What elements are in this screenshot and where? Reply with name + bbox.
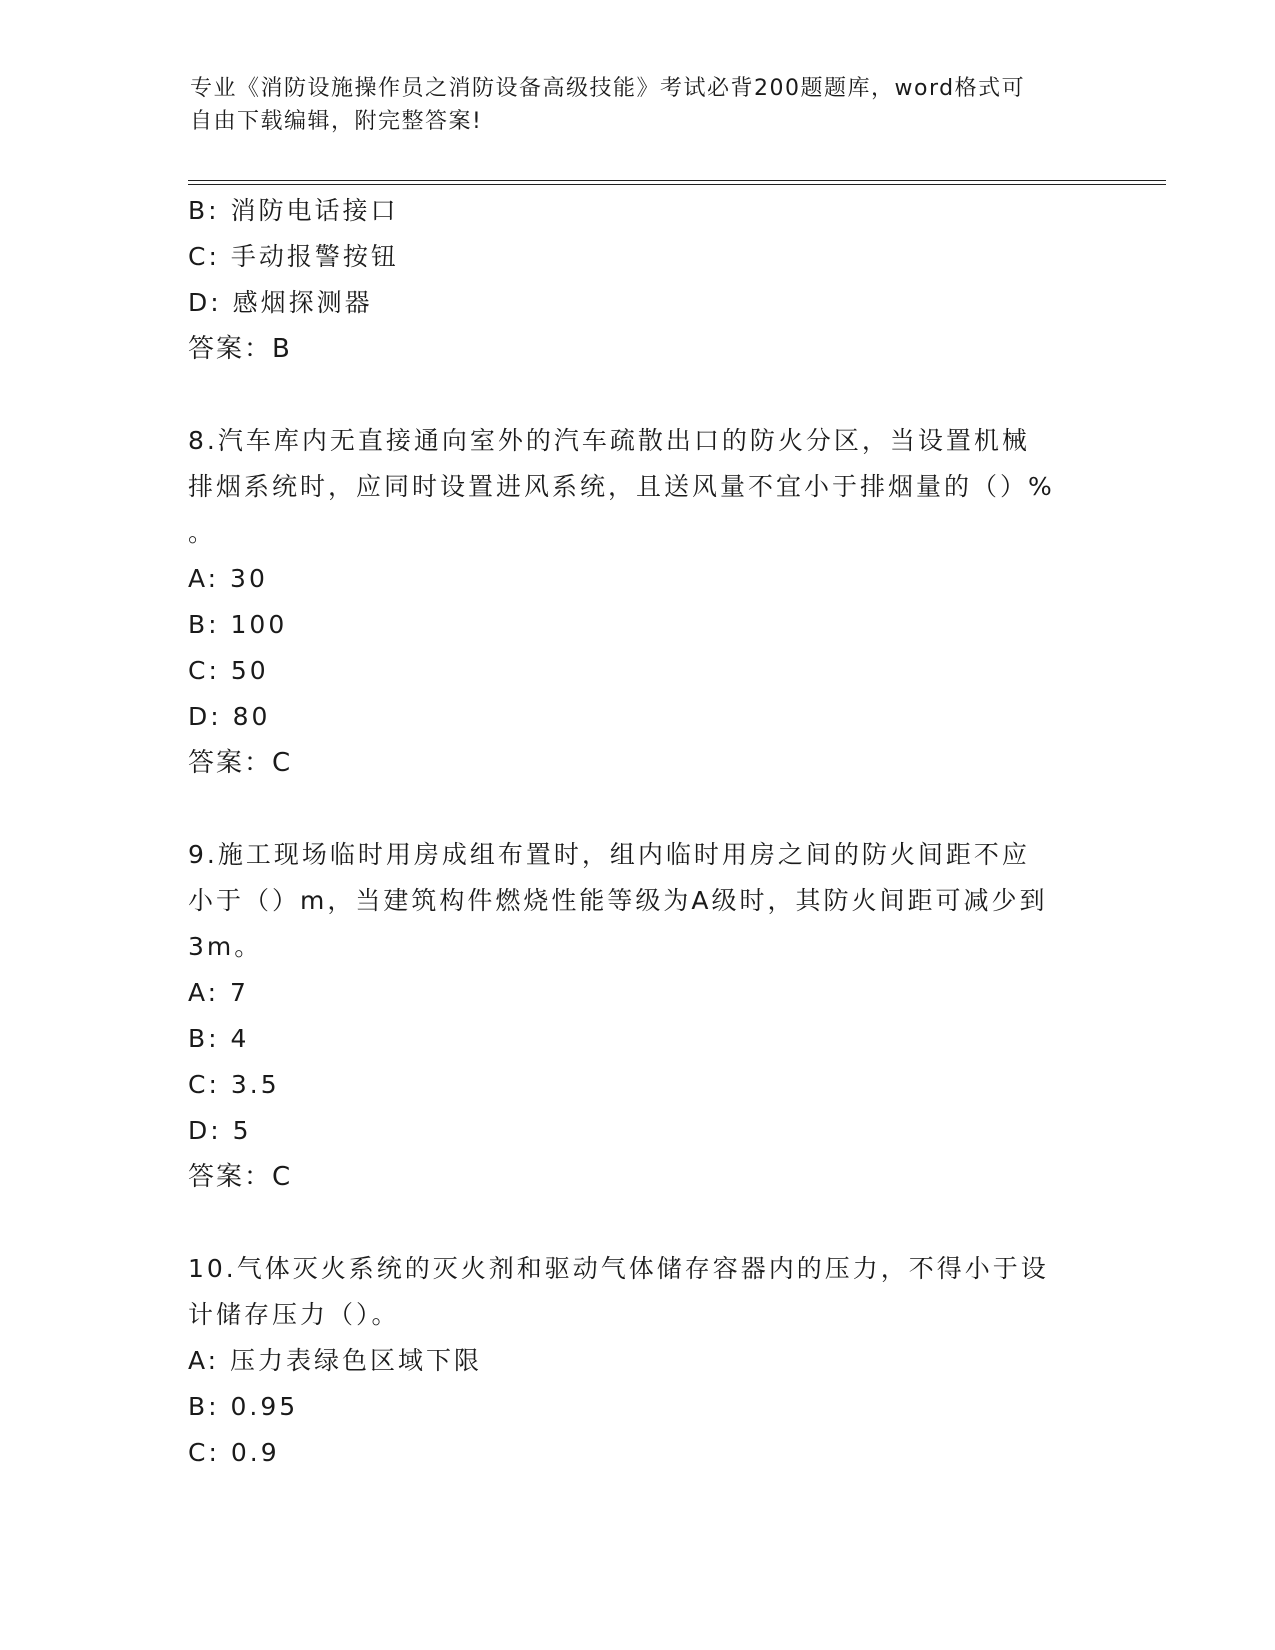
question-text-line: 3m。: [188, 932, 263, 961]
option-d: D: 5: [188, 1116, 252, 1145]
question-text-line: 计储存压力（）。: [188, 1300, 400, 1329]
question-text-line: 。: [188, 518, 217, 547]
question-text-line: 9.施工现场临时用房成组布置时，组内临时用房之间的防火间距不应: [188, 840, 1030, 869]
question-text-line: 8.汽车库内无直接通向室外的汽车疏散出口的防火分区，当设置机械: [188, 426, 1030, 455]
question-9: [188, 832, 1088, 1200]
option-b: B: 100: [188, 610, 288, 639]
answer-line: 答案：C: [188, 748, 293, 778]
question-text-line: 小于（）m，当建筑构件燃烧性能等级为A级时，其防火间距可减少到: [188, 886, 1048, 915]
answer-line: 答案：B: [188, 334, 292, 364]
spacer: [188, 786, 1088, 832]
option-a: A: 7: [188, 978, 249, 1007]
header-line-1: 专业《消防设施操作员之消防设备高级技能》考试必背200题题库，word格式可: [190, 76, 1026, 101]
question-text-line: 排烟系统时，应同时设置进风系统，且送风量不宜小于排烟量的（）%: [188, 472, 1055, 501]
spacer: [188, 1200, 1088, 1246]
answer-line: 答案：C: [188, 1162, 293, 1192]
option-d: D: 感烟探测器: [188, 288, 373, 317]
question-text-line: 10.气体灭火系统的灭火剂和驱动气体储存容器内的压力，不得小于设: [188, 1254, 1049, 1283]
spacer: [188, 372, 1088, 418]
option-c: C: 0.9: [188, 1438, 280, 1467]
option-b: B: 消防电话接口: [188, 196, 399, 225]
option-a: A: 30: [188, 564, 268, 593]
question-10: [188, 1246, 1088, 1476]
option-b: B: 0.95: [188, 1392, 299, 1421]
option-a: A: 压力表绿色区域下限: [188, 1346, 483, 1375]
question-7-options: [188, 188, 1088, 372]
header-divider-bottom: [188, 184, 1166, 185]
question-8: [188, 418, 1088, 786]
option-c: C: 3.5: [188, 1070, 280, 1099]
header-line-2: 自由下载编辑，附完整答案!: [190, 109, 483, 134]
document-header: [190, 72, 1090, 138]
option-d: D: 80: [188, 702, 271, 731]
header-divider-top: [188, 180, 1166, 181]
option-c: C: 50: [188, 656, 269, 685]
question-content: [188, 188, 1088, 1476]
option-b: B: 4: [188, 1024, 250, 1053]
option-c: C: 手动报警按钮: [188, 242, 399, 271]
